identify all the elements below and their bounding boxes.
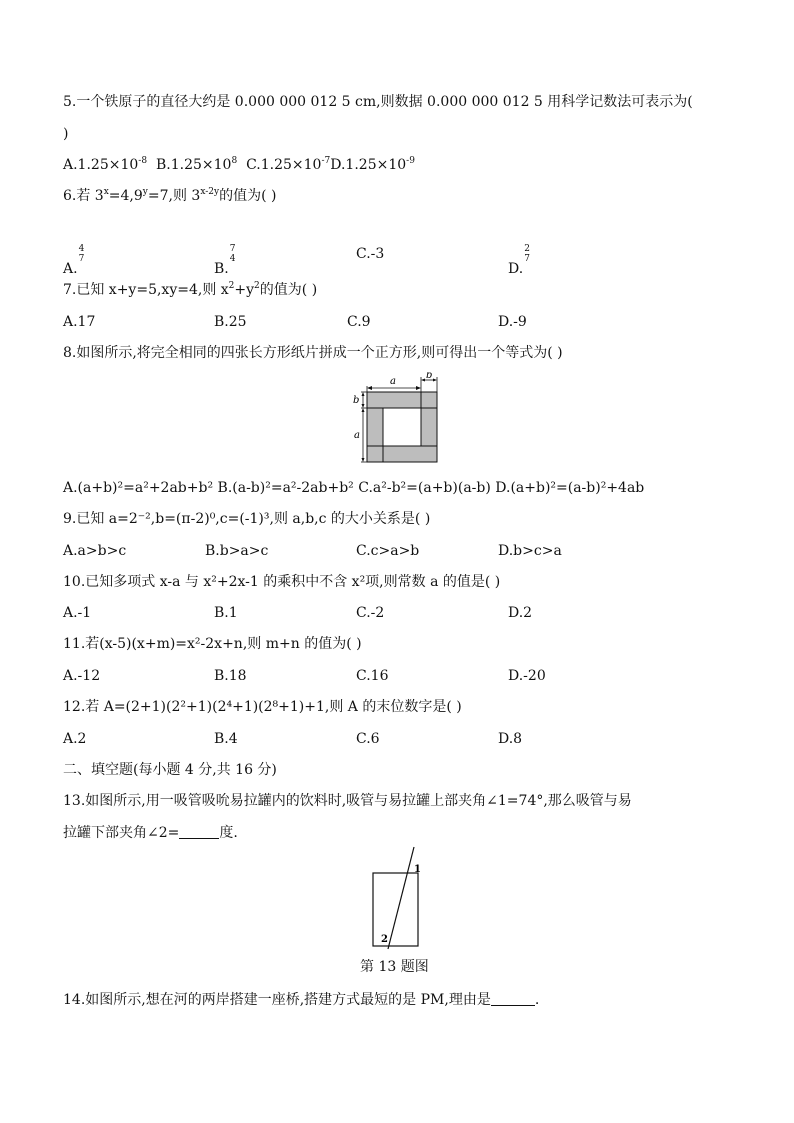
q8-stem: 8.如图所示,将完全相同的四张长方形纸片拼成一个正方形,则可得出一个等式为( )	[63, 345, 563, 361]
q11-stem: 11.若(x-5)(x+m)=x²-2x+n,则 m+n 的值为( )	[63, 636, 362, 652]
q8-options: A.(a+b)²=a²+2ab+b² B.(a-b)²=a²-2ab+b² C.a²-b²=(a+b)(a-b) D.(a+b)²=(a-b)²+4ab	[63, 480, 645, 496]
q8-square-figure	[350, 372, 445, 468]
q13-stem-line2: 拉罐下部夹角∠2= 度.	[63, 825, 238, 841]
q6-option-b: B. 7 4	[214, 244, 236, 277]
q14-stem: 14.如图所示,想在河的两岸搭建一座桥,搭建方式最短的是 PM,理由是 .	[63, 992, 540, 1008]
q12-option-a: A.2	[63, 731, 87, 747]
section2-title: 二、填空题(每小题 4 分,共 16 分)	[63, 762, 277, 778]
q9-option-c: C.c>a>b	[356, 543, 420, 559]
q8-label-b-left: b	[353, 395, 360, 406]
q7-stem: 7.已知 x+y=5,xy=4,则 $x^2+y^2$的值为( )	[63, 281, 318, 298]
q11-option-c: C.16	[356, 668, 389, 684]
q6-option-d: D. 2 7	[508, 244, 530, 277]
q9-option-a: A.a>b>c	[63, 543, 127, 559]
q13-stem-line1: 13.如图所示,用一吸管吸吮易拉罐内的饮料时,吸管与易拉罐上部夹角∠1=74°,那么吸管与易	[63, 793, 632, 809]
q12-option-d: D.8	[498, 731, 523, 747]
q10-option-a: A.-1	[63, 605, 92, 621]
q11-option-d: D.-20	[508, 668, 546, 684]
q9-option-b: B.b>a>c	[205, 543, 269, 559]
q12-option-c: C.6	[356, 731, 380, 747]
q5-options	[63, 155, 415, 175]
q5-option-d: $D.1.25\times 10^{-9}$	[330, 156, 415, 173]
q13-angle-2-label: 2	[381, 934, 388, 945]
q10-stem: 10.已知多项式 x-a 与 x²+2x-1 的乘积中不含 x²项,则常数 a 的值是( )	[63, 574, 501, 590]
q5-stem-line1: 5.一个铁原子的直径大约是 0.000 000 012 5 cm,则数据 0.000 000 012 5 用科学记数法可表示为(	[63, 94, 693, 110]
q13-straw-line	[388, 847, 414, 949]
q13-can-rect	[373, 873, 418, 946]
q12-option-b: B.4	[214, 731, 238, 747]
q10-option-c: C.-2	[356, 605, 385, 621]
q5-option-a: $A.1.25\times 10^{-8}$	[63, 156, 148, 173]
q13-answer-blank[interactable]	[179, 824, 219, 839]
q6-stem: 6.若 $3^x=4,9^y=7$,则 $3^{x-2y}$的值为( )	[63, 187, 277, 204]
q9-stem: 9.已知 a=2⁻²,b=(π-2)⁰,c=(-1)³,则 a,b,c 的大小关系是( )	[63, 511, 431, 527]
q11-option-a: A.-12	[63, 668, 101, 684]
q13-angle-1-label: 1	[414, 864, 421, 875]
q7-option-d: D.-9	[498, 314, 527, 330]
q5-option-b: $B.1.25\times 10^8$	[155, 156, 238, 173]
q11-option-b: B.18	[214, 668, 247, 684]
q13-figure-caption: 第 13 题图	[360, 959, 429, 975]
q5-stem-line2: )	[63, 126, 69, 142]
q6-option-a: A. 4 7	[63, 244, 85, 277]
q13-can-figure	[365, 845, 425, 950]
q14-answer-blank[interactable]	[491, 991, 535, 1006]
q10-option-b: B.1	[214, 605, 238, 621]
q5-option-c: $C.1.25\times 10^{-7}$	[246, 156, 331, 173]
q8-inner-square	[383, 408, 421, 446]
q12-stem: 12.若 A=(2+1)(2²+1)(2⁴+1)(2⁸+1)+1,则 A 的末位数字是( )	[63, 699, 462, 715]
q8-label-a-top: a	[390, 376, 396, 387]
q8-label-b-top: b	[426, 372, 433, 381]
q7-option-a: A.17	[63, 314, 96, 330]
q7-option-c: C.9	[347, 314, 371, 330]
q8-label-a-left: a	[354, 430, 360, 441]
q7-option-b: B.25	[214, 314, 247, 330]
q6-option-c: C.-3	[356, 246, 385, 262]
q9-option-d: D.b>c>a	[498, 543, 562, 559]
q10-option-d: D.2	[508, 605, 533, 621]
